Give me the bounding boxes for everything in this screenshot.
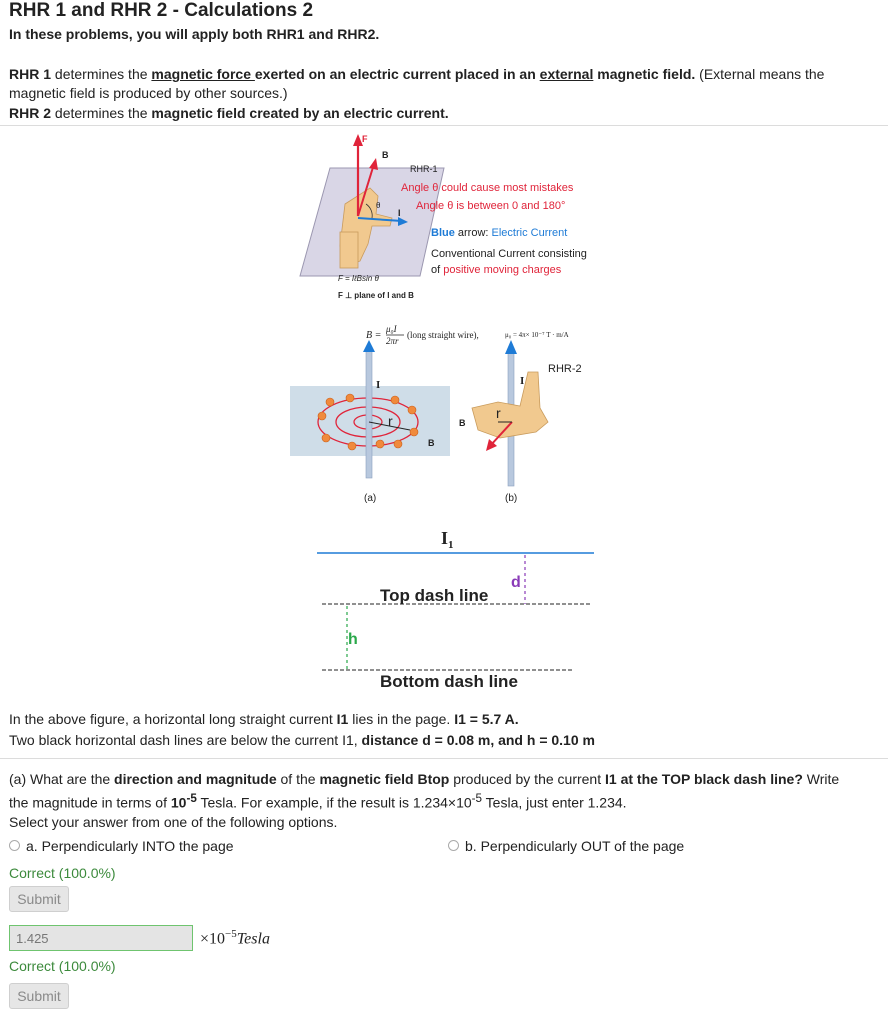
- panel-b-caption: (b): [505, 493, 518, 504]
- compass-dot: [322, 434, 330, 442]
- problem-line-2: [9, 731, 879, 750]
- rhr2-description: [9, 104, 879, 123]
- q-part: direction and magnitude: [114, 771, 277, 787]
- b-formula-num: μ₀I: [386, 324, 397, 334]
- conventional-note-2: [431, 264, 562, 276]
- rhr1-text-f: (External means the magnetic field is produced by other sources.): [9, 66, 825, 101]
- current-i1-main: I: [441, 528, 449, 548]
- current-i1-label: [441, 528, 454, 551]
- problem-i1-value: I1 = 5.7 A.: [454, 711, 519, 727]
- wire-b-arrowhead: [505, 340, 517, 354]
- conventional-note-1: Conventional Current consisting: [431, 248, 587, 260]
- panel-a-caption: (a): [364, 493, 377, 504]
- q-part: Tesla, just enter 1.234.: [482, 794, 627, 811]
- q-part: (a) What are the: [9, 771, 115, 787]
- correct-feedback-1: Correct (100.0%): [9, 865, 116, 881]
- option-a-label: a. Perpendicularly INTO the page: [26, 838, 234, 854]
- problem-distances: distance d = 0.08 m, and h = 0.10 m: [361, 732, 595, 748]
- unit-prefix: ×10: [200, 930, 226, 948]
- submit-button-2[interactable]: Submit: [9, 983, 69, 1009]
- option-b[interactable]: [448, 838, 684, 854]
- rhr1-text-c: exerted on an electric current placed in an: [254, 66, 540, 82]
- blue-arrow-word: Blue: [431, 227, 455, 239]
- panel-a-i-label: I: [376, 379, 381, 391]
- compass-dot: [346, 394, 354, 402]
- blue-arrow-note: [431, 227, 567, 239]
- unit-exponent: −5: [225, 928, 237, 940]
- perp-note: F ⊥ plane of I and B: [338, 291, 414, 300]
- answer-input[interactable]: 1.425: [9, 925, 193, 951]
- force-formula: F = IℓBsin θ: [338, 274, 379, 283]
- compass-dot: [410, 428, 418, 436]
- conventional-of: of: [431, 264, 444, 276]
- submit-button-1[interactable]: Submit: [9, 886, 69, 912]
- problem-text-2a: Two black horizontal dash lines are below the current I1,: [9, 732, 362, 748]
- b-formula-lhs: B =: [366, 330, 382, 341]
- panel-b-b-label: B: [459, 418, 466, 428]
- q-part: Write: [802, 771, 840, 787]
- panel-a-r-label: r: [388, 413, 393, 429]
- b-formula-desc: (long straight wire),: [407, 330, 479, 340]
- rhr1-wrist-icon: [340, 232, 358, 268]
- rhr1-i-label: I: [398, 208, 401, 218]
- page-title: RHR 1 and RHR 2 - Calculations 2: [9, 0, 314, 21]
- problem-line-1: [9, 710, 879, 729]
- top-dash-label: Top dash line: [380, 586, 489, 605]
- panel-b-r-label: r: [496, 405, 501, 421]
- rhr-figure: [0, 126, 888, 706]
- problem-text-a: In the above figure, a horizontal long straight current: [9, 711, 337, 727]
- q-part: 10: [170, 794, 187, 811]
- q-part: the magnitude in terms of: [9, 794, 171, 811]
- angle-note-2: Angle θ is between 0 and 180°: [416, 200, 566, 212]
- panel-b-i-label: I: [520, 375, 525, 387]
- rhr1-magnetic-force: magnetic force: [151, 66, 255, 82]
- answer-unit: [200, 928, 270, 948]
- page-subtitle: In these problems, you will apply both RHR1 and RHR2.: [9, 26, 380, 42]
- q-part: Tesla. For example, if the result is 1.234×10: [196, 794, 472, 811]
- rhr2-tag: RHR-2: [548, 363, 582, 375]
- rhr1-description: [9, 65, 879, 103]
- q-instruction: Select your answer from one of the following options.: [9, 813, 338, 830]
- unit-word: Tesla: [236, 930, 270, 948]
- option-a[interactable]: [9, 838, 234, 854]
- compass-dot: [326, 398, 334, 406]
- correct-feedback-2: Correct (100.0%): [9, 958, 116, 974]
- current-i1-sub: 1: [448, 539, 454, 551]
- wire-a: [366, 348, 372, 478]
- rhr2-label: RHR 2: [9, 105, 52, 121]
- compass-dot: [348, 442, 356, 450]
- conventional-positive: positive moving charges: [443, 264, 562, 276]
- compass-dot: [394, 440, 402, 448]
- bottom-dash-label: Bottom dash line: [380, 672, 518, 691]
- compass-dot: [318, 412, 326, 420]
- panel-a-b-label: B: [428, 438, 435, 448]
- q-part: magnetic field Btop: [319, 771, 450, 787]
- d-label: d: [511, 574, 521, 591]
- option-a-radio[interactable]: [9, 840, 20, 851]
- rhr2-text-a: determines the: [51, 105, 152, 121]
- rhr1-f-label: F: [362, 134, 368, 144]
- angle-note-1: Angle θ could cause most mistakes: [401, 182, 574, 194]
- problem-i1: I1: [336, 711, 349, 727]
- compass-dot: [376, 440, 384, 448]
- rhr1-theta-label: θ: [376, 201, 381, 210]
- rhr1-external: external: [539, 66, 594, 82]
- problem-text-c: lies in the page.: [348, 711, 455, 727]
- b-formula-den: 2πr: [386, 336, 399, 346]
- rhr1-b-label: B: [382, 150, 389, 160]
- rhr2-text-b: magnetic field created by an electric current.: [151, 105, 449, 121]
- q-part: produced by the current: [449, 771, 605, 787]
- compass-dot: [408, 406, 416, 414]
- blue-arrow-rest: arrow:: [454, 227, 492, 239]
- q-part: -5: [186, 792, 197, 805]
- b-field-arrowhead: [369, 158, 378, 170]
- divider: [0, 758, 888, 759]
- mu0-value: μ₀ = 4π× 10⁻⁷ T · m/A: [505, 331, 569, 339]
- rhr1-text-a: determines the: [51, 66, 152, 82]
- rhr1-label: RHR 1: [9, 66, 52, 82]
- h-label: h: [348, 631, 358, 648]
- question-a-text: [9, 770, 879, 832]
- rhr1-tag: RHR-1: [410, 164, 438, 174]
- wire-a-arrowhead: [363, 340, 375, 352]
- option-b-radio[interactable]: [448, 840, 459, 851]
- rhr1-text-e: magnetic field.: [593, 66, 696, 82]
- blue-arrow-value: Electric Current: [491, 227, 568, 239]
- q-part: I1 at the TOP black dash line?: [605, 771, 803, 787]
- compass-dot: [391, 396, 399, 404]
- q-part: -5: [471, 792, 483, 805]
- q-part: of the: [276, 771, 320, 787]
- option-b-label: b. Perpendicularly OUT of the page: [465, 838, 685, 854]
